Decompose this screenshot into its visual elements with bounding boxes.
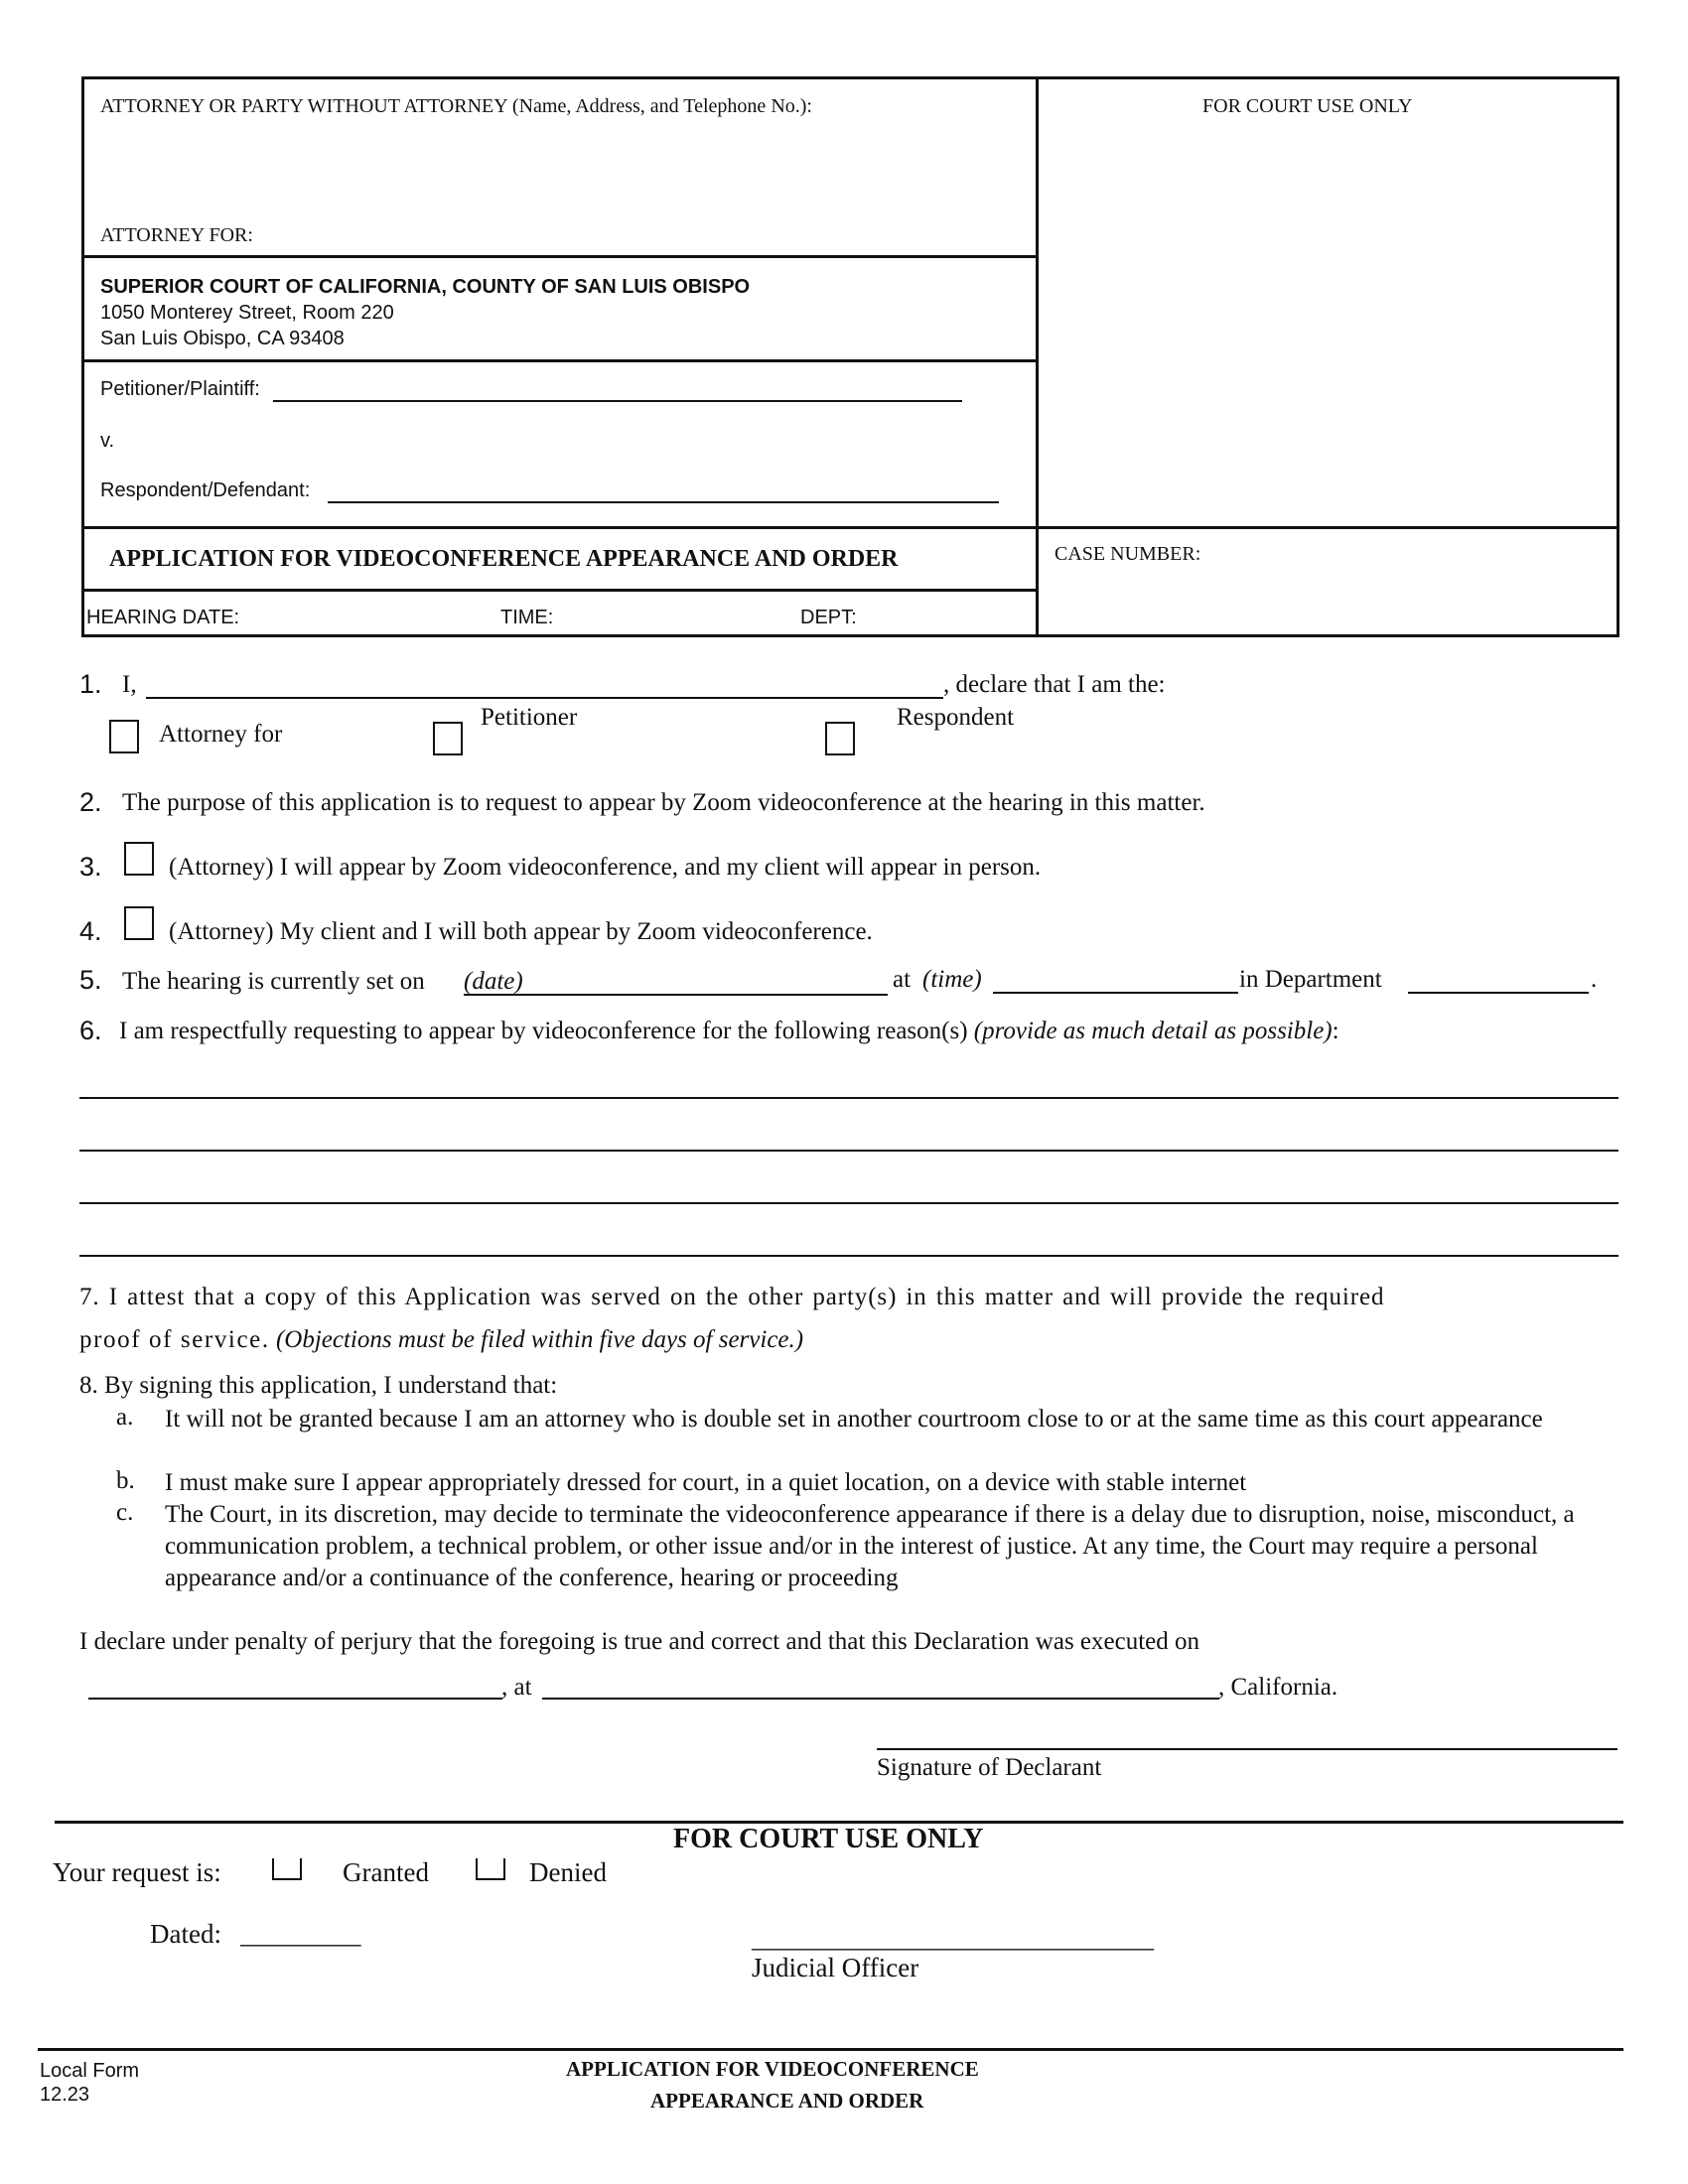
form-version: 12.23	[40, 2084, 90, 2106]
item-2-text: The purpose of this application is to request to appear by Zoom videoconference at the hearing in this matter.	[122, 789, 1205, 816]
judicial-officer-signature-field[interactable]: ______________________________	[752, 1923, 1154, 1953]
declaration-at: , at	[501, 1674, 532, 1701]
declarant-name-field[interactable]	[146, 697, 943, 699]
granted-checkbox[interactable]	[272, 1858, 302, 1880]
court-address-line-2: San Luis Obispo, CA 93408	[100, 328, 345, 349]
respondent-label: Respondent/Defendant:	[100, 479, 311, 501]
hearing-date-label: HEARING DATE:	[86, 607, 240, 628]
declaration-text: I declare under penalty of perjury that the foregoing is true and correct and that this Declaration was executed on	[79, 1628, 1200, 1655]
execution-date-field[interactable]	[88, 1698, 502, 1700]
signature-field[interactable]	[877, 1748, 1618, 1750]
item-8a-label: a.	[116, 1404, 134, 1431]
item-8a-text: It will not be granted because I am an attorney who is double set in another courtroom close to or at the same time as this court appearance	[165, 1406, 1543, 1433]
caption-rule-4	[81, 589, 1037, 592]
footer-title-line-1: APPLICATION FOR VIDEOCONFERENCE	[566, 2057, 979, 2081]
footer-title-line-2: APPEARANCE AND ORDER	[650, 2089, 924, 2113]
item-8b-label: b.	[116, 1467, 135, 1494]
caption-rule-2	[81, 359, 1037, 362]
signature-label: Signature of Declarant	[877, 1754, 1102, 1781]
judicial-officer-label: Judicial Officer	[752, 1953, 919, 1982]
item-1-prefix: I,	[122, 671, 137, 698]
item-6-text-hint: (provide as much detail as possible)	[973, 1018, 1333, 1044]
item-1-number: 1.	[79, 669, 102, 699]
court-use-only-label: FOR COURT USE ONLY	[1202, 95, 1413, 117]
hearing-date-field[interactable]	[464, 994, 888, 996]
caption-rule-1	[81, 255, 1037, 258]
denied-label: Denied	[529, 1857, 607, 1887]
execution-city-field[interactable]	[542, 1698, 1219, 1700]
attorney-for-label: ATTORNEY FOR:	[100, 224, 253, 246]
denied-checkbox[interactable]	[476, 1858, 505, 1880]
item-8b-text: I must make sure I appear appropriately dressed for court, in a quiet location, on a device with stable internet	[165, 1469, 1247, 1496]
item-3-number: 3.	[79, 852, 102, 882]
reason-line-2[interactable]	[79, 1150, 1618, 1152]
item-6-text-colon: :	[1332, 1018, 1339, 1044]
item-3-text: (Attorney) I will appear by Zoom videoconference, and my client will appear in person.	[169, 854, 1042, 881]
petitioner-label: Petitioner/Plaintiff:	[100, 378, 260, 400]
caption-rule-3	[81, 526, 1619, 529]
dated-label: Dated:	[150, 1919, 221, 1949]
form-title: APPLICATION FOR VIDEOCONFERENCE APPEARANCE AND ORDER	[109, 546, 899, 572]
item-3-checkbox[interactable]	[124, 842, 154, 876]
item-5-at: at	[893, 966, 912, 993]
local-form-label: Local Form	[40, 2060, 140, 2082]
item-4-text: (Attorney) My client and I will both appear by Zoom videoconference.	[169, 918, 873, 945]
item-7-objections: (Objections must be filed within five days of service.)	[275, 1326, 804, 1353]
item-5-date-hint: (date)	[464, 968, 523, 995]
item-7-proof: proof of service.	[79, 1326, 270, 1353]
item-5-text: The hearing is currently set on	[122, 968, 425, 995]
attorney-for-label: Attorney for	[159, 721, 283, 748]
item-4-checkbox[interactable]	[124, 906, 154, 940]
respondent-field[interactable]	[328, 501, 999, 503]
versus-label: v.	[100, 430, 115, 452]
petitioner-checkbox[interactable]	[433, 722, 463, 755]
item-6-text-a: I am respectfully requesting to appear by videoconference for the following reason(s)	[119, 1018, 968, 1044]
petitioner-option-label: Petitioner	[481, 704, 578, 731]
reason-line-4[interactable]	[79, 1255, 1618, 1257]
court-address-line-1: 1050 Monterey Street, Room 220	[100, 302, 394, 324]
granted-label: Granted	[343, 1857, 429, 1887]
item-8c-label: c.	[116, 1499, 134, 1526]
attorney-for-checkbox[interactable]	[109, 720, 139, 753]
declaration-california: , California.	[1218, 1674, 1338, 1701]
item-8-intro: 8. By signing this application, I understand that:	[79, 1372, 558, 1399]
item-7-line-2	[79, 1326, 803, 1354]
respondent-option-label: Respondent	[897, 704, 1015, 731]
item-2-number: 2.	[79, 787, 102, 817]
attorney-label: ATTORNEY OR PARTY WITHOUT ATTORNEY (Name, Address, and Telephone No.):	[100, 95, 812, 117]
item-1-suffix: , declare that I am the:	[943, 671, 1166, 698]
petitioner-field[interactable]	[273, 400, 962, 402]
item-5-time-hint: (time)	[922, 966, 982, 993]
case-number-label: CASE NUMBER:	[1055, 543, 1201, 565]
time-label: TIME:	[500, 607, 554, 628]
item-5-end: .	[1591, 966, 1598, 993]
hearing-time-field[interactable]	[993, 992, 1238, 994]
reason-line-3[interactable]	[79, 1202, 1618, 1204]
item-8c-text: The Court, in its discretion, may decide to terminate the videoconference appearance if there is a delay due to disruption, noise, misconduct, a communication problem, a technical problem, or other issue and/or in the interest of justice. At any time, the Court may require a personal appearance and/or a continuance of the conference, hearing or proceeding	[165, 1501, 1575, 1591]
item-6-number: 6.	[79, 1016, 102, 1045]
item-5-dept: in Department	[1239, 966, 1382, 993]
reason-line-1[interactable]	[79, 1097, 1618, 1099]
item-5-number: 5.	[79, 965, 102, 995]
item-6-text	[119, 1018, 1339, 1045]
item-4-number: 4.	[79, 916, 102, 946]
request-label: Your request is:	[53, 1857, 221, 1887]
dept-label: DEPT:	[800, 607, 857, 628]
respondent-checkbox[interactable]	[825, 722, 855, 755]
item-7-line-1: 7. I attest that a copy of this Application was served on the other party(s) in this matter and will provide the required	[79, 1284, 1385, 1310]
court-name: SUPERIOR COURT OF CALIFORNIA, COUNTY OF SAN LUIS OBISPO	[100, 276, 751, 298]
court-section-title: FOR COURT USE ONLY	[673, 1824, 984, 1854]
footer-rule	[38, 2048, 1623, 2051]
caption-divider	[1036, 76, 1039, 637]
department-field[interactable]	[1408, 992, 1589, 994]
dated-field[interactable]: _________	[240, 1919, 361, 1949]
